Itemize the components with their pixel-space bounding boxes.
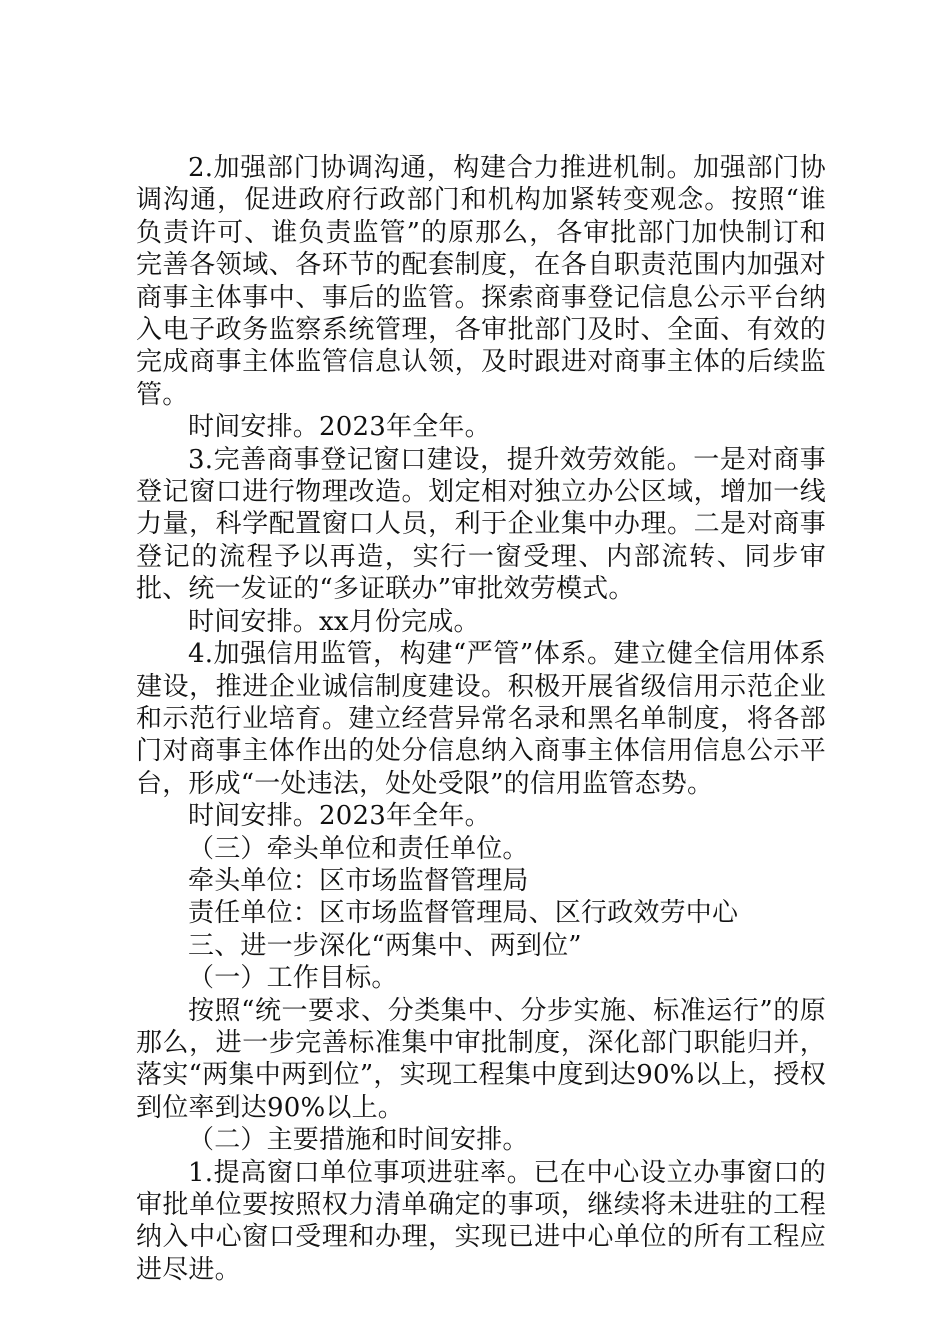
paragraph-measure-1: 1.提高窗口单位事项进驻率。已在中心设立办事窗口的审批单位要按照权力清单确定的事项，继续将未进驻的工程纳入中心窗口受理和办理，实现已进中心单位的所有工程应进尽进。 xyxy=(136,1157,826,1285)
paragraph-time-1: 时间安排。2023年全年。 xyxy=(188,412,491,443)
paragraph-measure-4: 4.加强信用监管，构建“严管”体系。建立健全信用体系建设，推进企业诚信制度建设。积极开展省级信用示范企业和示范行业培育。建立经营异常名录和黑名单制度，将各部门对商事主体作出的处分信息纳入商事主体信用信息公示平台，形成“一处违法，处处受限”的信用监管态势。 xyxy=(136,639,826,799)
paragraph-lead-unit: 牵头单位：区市场监督管理局 xyxy=(188,865,529,896)
heading-work-goal: （一）工作目标。 xyxy=(188,963,398,994)
paragraph-measure-3: 3.完善商事登记窗口建设，提升效劳效能。一是对商事登记窗口进行物理改造。划定相对独立办公区域，增加一线力量，科学配置窗口人员，利于企业集中办理。二是对商事登记的流程予以再造，实行一窗受理、内部流转、同步审批、统一发证的“多证联办”审批效劳模式。 xyxy=(136,444,826,605)
heading-section-3: 三、进一步深化“两集中、两到位” xyxy=(188,930,582,961)
paragraph-time-3: 时间安排。2023年全年。 xyxy=(188,801,491,832)
paragraph-responsible-units: 责任单位：区市场监督管理局、区行政效劳中心 xyxy=(188,898,739,929)
paragraph-goal: 按照“统一要求、分类集中、分步实施、标准运行”的原那么，进一步完善标准集中审批制度，深化部门职能归并，落实“两集中两到位”，实现工程集中度到达90%以上，授权到位率到达90%以上。 xyxy=(136,995,826,1123)
heading-lead-units: （三）牵头单位和责任单位。 xyxy=(188,833,529,864)
heading-measures: （二）主要措施和时间安排。 xyxy=(188,1125,529,1156)
document-body xyxy=(136,152,826,1286)
paragraph-measure-2: 2.加强部门协调沟通，构建合力推进机制。加强部门协调沟通，促进政府行政部门和机构加紧转变观念。按照“谁负责许可、谁负责监管”的原那么，各审批部门加快制订和完善各领域、各环节的配套制度，在各自职责范围内加强对商事主体事中、事后的监管。探索商事登记信息公示平台纳入电子政务监察系统管理，各审批部门及时、全面、有效的完成商事主体监管信息认领，及时跟进对商事主体的后续监管。 xyxy=(136,153,826,410)
paragraph-time-2: 时间安排。xx月份完成。 xyxy=(188,606,480,637)
